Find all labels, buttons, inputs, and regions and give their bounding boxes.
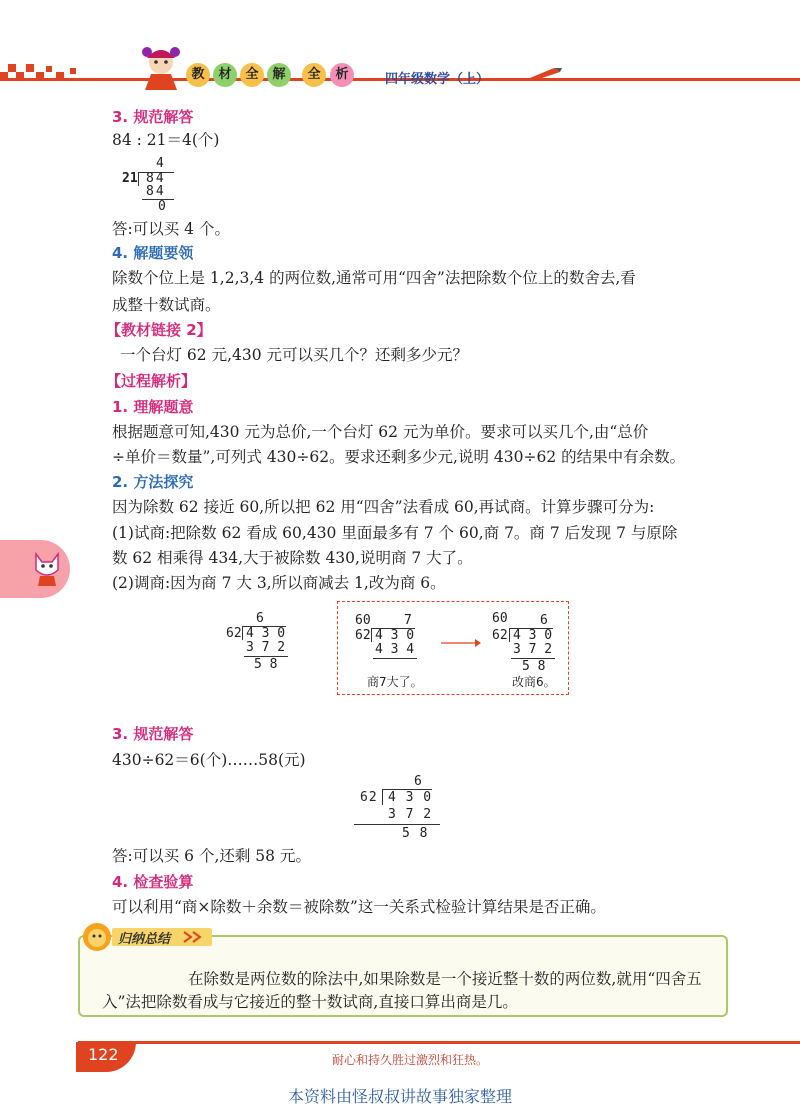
title-char-5: 全 xyxy=(302,63,326,87)
header-subtitle: 四年级数学（上） xyxy=(385,72,490,87)
pencil-icon xyxy=(528,66,562,80)
diagC-quotient: 6 xyxy=(540,613,548,628)
div3-dividend: 4 3 0 xyxy=(388,790,433,805)
summary-line-1: 在除数是两位数的除法中,如果除数是一个接近整十数的两位数,就用“四舍五 xyxy=(188,970,702,988)
div1-product: 84 xyxy=(146,184,166,199)
method-line-2: (1)试商:把除数 62 看成 60,430 里面最多有 7 个 60,商 7。商 7 后发现 7 与原除 xyxy=(112,524,678,542)
diagC-approx: 60 xyxy=(492,611,508,626)
method-line-1: 因为除数 62 接近 60,所以把 62 用“四舍”法看成 60,再试商。计算步骤可分为: xyxy=(112,498,655,516)
lion-mascot-icon xyxy=(80,920,114,954)
div1-quotient: 4 xyxy=(156,156,164,171)
diagA-divisor: 62 xyxy=(226,626,242,641)
cat-mascot-icon xyxy=(32,548,62,588)
answer-2: 答:可以买 6 个,还剩 58 元。 xyxy=(112,847,311,865)
understand-line-2: ÷单价＝数量”,可列式 430÷62。要求还剩多少元,说明 430÷62 的结果中有余数。 xyxy=(112,448,686,466)
summary-box xyxy=(78,935,728,1017)
heading-understand: 1. 理解题意 xyxy=(112,398,194,416)
diagB-approx: 60 xyxy=(355,613,371,628)
title-char-6: 析 xyxy=(330,63,354,87)
div3-product: 3 7 2 xyxy=(388,807,433,822)
method-line-4: (2)调商:因为商 7 大 3,所以商减去 1,改为商 6。 xyxy=(112,574,446,592)
diagC-caption: 改商6。 xyxy=(512,675,556,689)
arrow-right-icon xyxy=(441,638,481,648)
diagA-remainder: 5 8 xyxy=(254,657,278,672)
diagC-remainder: 5 8 xyxy=(522,659,546,674)
title-char-3: 全 xyxy=(240,63,264,87)
tip-line-2: 成整十数试商。 xyxy=(112,296,221,314)
diagB-quotient: 7 xyxy=(404,613,412,628)
link2-question: 一个台灯 62 元,430 元可以买几个？还剩多少元？ xyxy=(120,346,469,364)
double-chevron-right-icon xyxy=(182,930,210,944)
diagC-product: 3 7 2 xyxy=(513,642,553,657)
process-analysis-tag: 【过程解析】 xyxy=(106,372,197,390)
heading-key-points: 4. 解题要领 xyxy=(112,244,194,262)
page-number: 122 xyxy=(88,1045,119,1064)
diagC-divisor: 62 xyxy=(492,628,508,643)
div1-dividend: 84 xyxy=(146,171,166,186)
div1-remainder: 0 xyxy=(158,199,166,214)
div3-divisor: 62 xyxy=(360,790,378,805)
diagC-dividend: 4 3 0 xyxy=(513,628,553,643)
diagB-dividend: 4 3 0 xyxy=(375,628,415,643)
diagA-quotient: 6 xyxy=(256,611,264,626)
heading-check: 4. 检查验算 xyxy=(112,873,194,891)
understand-line-1: 根据题意可知,430 元为总价,一个台灯 62 元为单价。要求可以买几个,由“总价 xyxy=(112,423,649,441)
trial-quotient-box xyxy=(337,601,569,695)
footer-rule xyxy=(78,1041,800,1044)
tip-line-1: 除数个位上是 1,2,3,4 的两位数,通常可用“四舍”法把除数个位上的数舍去,看 xyxy=(112,269,636,287)
summary-line-2: 入”法把除数看成与它接近的整十数试商,直接口算出商是几。 xyxy=(102,993,518,1011)
diagB-product: 4 3 4 xyxy=(375,642,415,657)
div1-divisor: 21 xyxy=(122,171,138,186)
check-line: 可以利用“商×除数＋余数＝被除数”这一关系式检验计算结果是否正确。 xyxy=(112,898,606,916)
heading-standard-answer: 3. 规范解答 xyxy=(112,108,194,126)
title-char-2: 材 xyxy=(213,63,237,87)
answer-1: 答:可以买 4 个。 xyxy=(112,220,230,238)
method-line-3: 数 62 相乘得 434,大于被除数 430,说明商 7 大了。 xyxy=(112,549,473,567)
heading-method: 2. 方法探究 xyxy=(112,473,194,491)
diagB-divisor: 62 xyxy=(355,628,371,643)
textbook-link-tag: 【教材链接 2】 xyxy=(106,321,212,339)
equation-84-21: 84 : 21＝4(个) xyxy=(112,131,220,149)
girl-mascot-icon xyxy=(135,42,187,92)
footer-motto: 耐心和持久胜过激烈和狂热。 xyxy=(332,1053,489,1067)
diagA-dividend: 4 3 0 xyxy=(246,626,286,641)
div3-quotient: 6 xyxy=(414,774,422,789)
diagA-product: 3 7 2 xyxy=(246,640,286,655)
heading-standard-answer-2: 3. 规范解答 xyxy=(112,725,194,743)
footer-credit: 本资料由怪叔叔讲故事独家整理 xyxy=(287,1087,512,1106)
div3-remainder: 5 8 xyxy=(402,826,429,841)
title-char-1: 教 xyxy=(186,63,210,87)
title-char-4: 解 xyxy=(267,63,291,87)
summary-tag: 归纳总结 xyxy=(118,932,171,947)
equation-430-62: 430÷62＝6(个)……58(元) xyxy=(112,751,306,769)
diagB-caption: 商7大了。 xyxy=(367,675,423,689)
